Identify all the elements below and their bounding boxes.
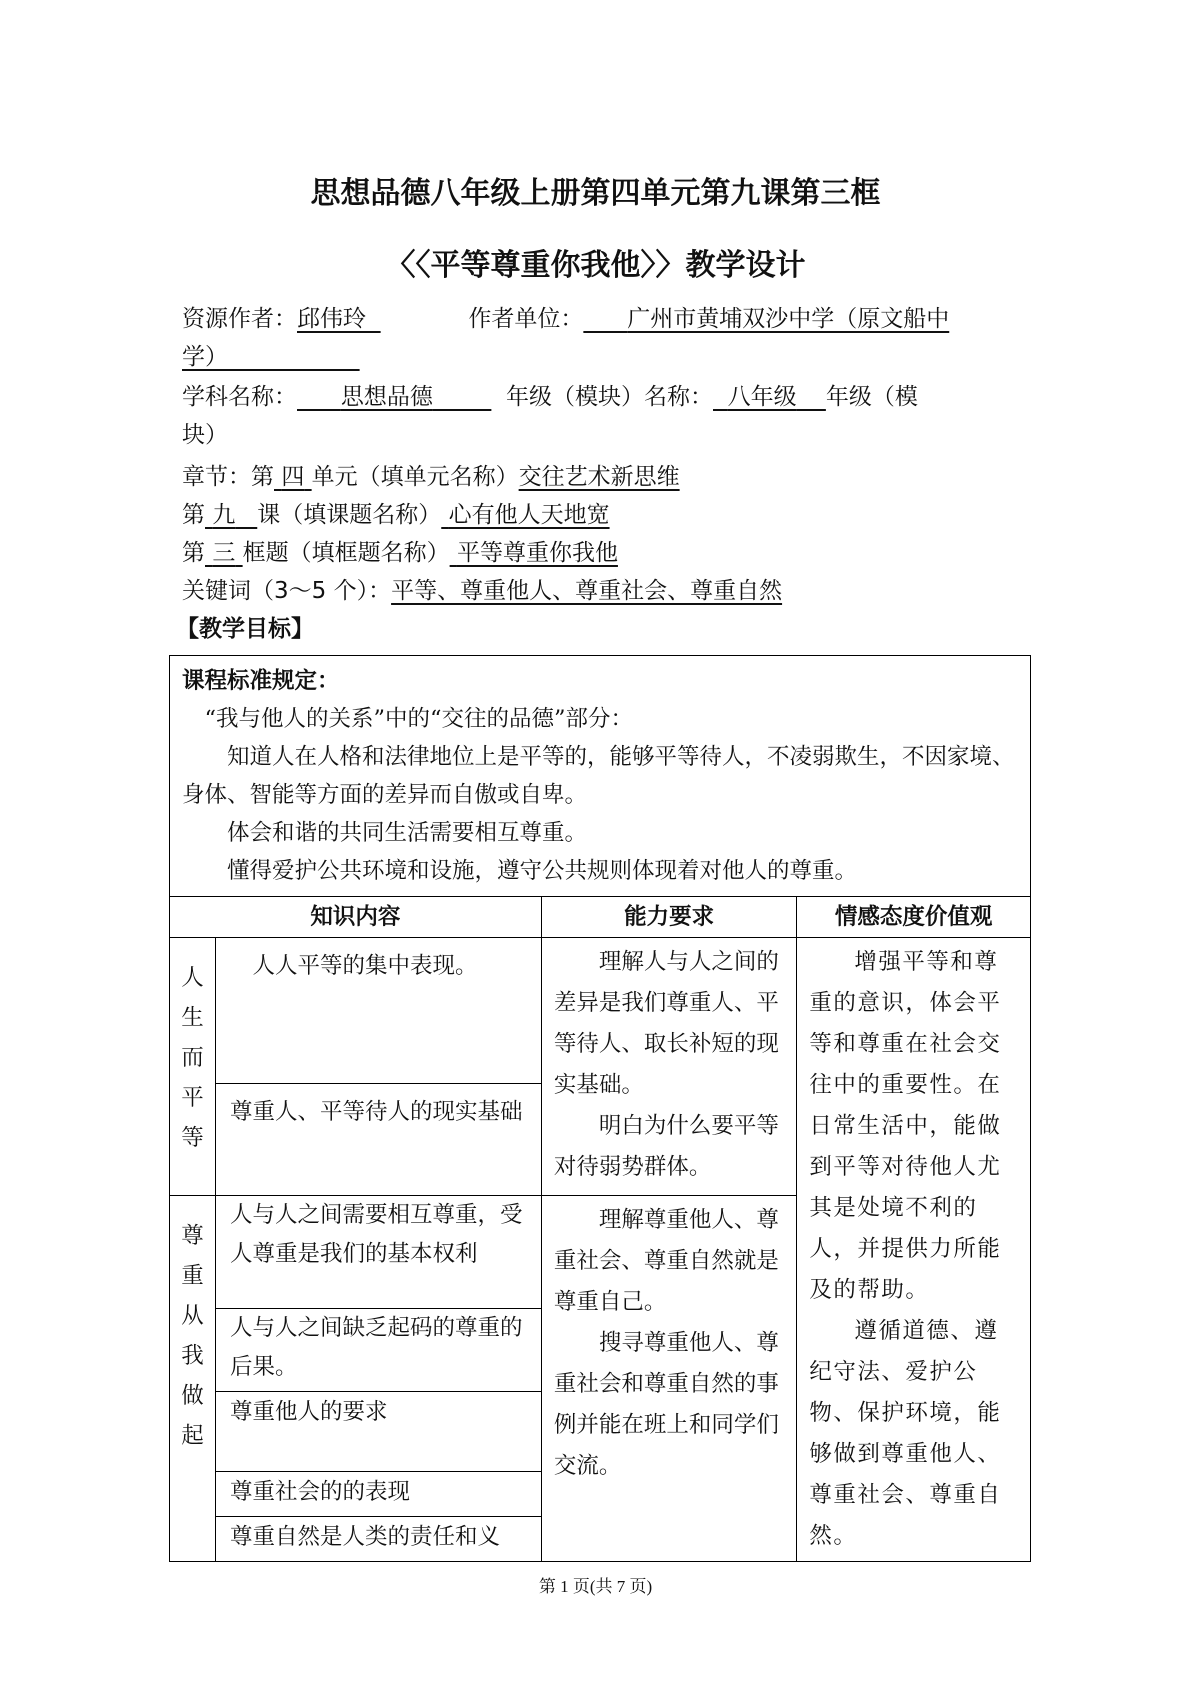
standard-line: “我与他人的关系”中的“交往的品德”部分： [204,706,634,732]
document-title-line1: 思想品德八年级上册第四单元第九课第三框 [310,176,881,211]
author-line [182,300,1022,338]
ability-text: 理解人与人之间的差异是我们尊重人、平等待人、取长补短的现实基础。 [553,949,779,1098]
lesson-name: 心有他人天地宽 [448,502,610,528]
ability-text: 理解尊重他人、尊重社会、尊重自然就是尊重自己。 [553,1207,779,1315]
keywords-line: 关键词（3～5 个）：平等、尊重他人、尊重社会、尊重自然 [182,578,783,604]
standard-heading: 课程标准规定： [182,668,340,694]
group-label-respect: 尊 重 从 我 做 起 [170,1196,216,1562]
document-title-line2: 〈〈平等尊重你我他〉〉教学设计 [385,248,806,283]
knowledge-item: 尊重社会的的表现 [215,1472,541,1517]
page-footer: 第 1 页(共 7 页) [538,1577,653,1596]
keywords: 平等、尊重他人、尊重社会、尊重自然 [391,578,783,604]
goals-table [169,655,1031,1562]
lesson-line: 第 九 课（填课题名称） 心有他人天地宽 [182,502,610,528]
knowledge-item: 人与人之间缺乏起码的尊重的后果。 [215,1309,541,1392]
chapter-num: 四 [281,464,305,490]
ability-equality-cell [541,938,797,1196]
frame-num: 三 [212,540,236,566]
knowledge-item: 尊重人、平等待人的现实基础 [215,1084,541,1196]
ability-text: 搜寻尊重他人、尊重社会和尊重自然的事例并能在班上和同学们交流。 [553,1330,779,1479]
standard-line: 体会和谐的共同生活需要相互尊重。 [227,820,588,846]
group-label-equality: 人 生 而 平 等 [170,938,216,1196]
subject-line: 学科名称： 思想品德 年级（模块）名称： 八年级 年级（模 [182,384,918,410]
ability-text: 明白为什么要平等对待弱势群体。 [553,1113,779,1180]
standard-line: 懂得爱护公共环境和设施，遵守公共规则体现着对他人的尊重。 [227,858,858,884]
chapter-name: 交往艺术新思维 [518,464,680,490]
knowledge-item: 人人平等的集中表现。 [215,938,541,1084]
grade-name: 八年级 [727,384,797,410]
section-goals-heading: 【教学目标】 [176,616,314,642]
lesson-num: 九 [212,502,236,528]
unit-name-b: 学） [182,344,228,370]
frame-name: 平等尊重你我他 [456,540,618,566]
unit-line-cont [182,338,1022,376]
frame-line: 第 三 框题（填框题名称） 平等尊重你我他 [182,540,618,566]
header-knowledge: 知识内容 [170,897,542,938]
unit-label: 作者单位： [468,306,584,332]
attitude-text: 遵循道德、遵纪守法、爱护公物、保护环境，能够做到尊重他人、尊重社会、尊重自然。 [809,1318,1002,1549]
standard-line: 知道人在人格和法律地位上是平等的，能够平等待人，不凌弱欺生，不因家境、身体、智能等方面的差异而自傲或自卑。 [182,744,1015,808]
ability-respect-cell [541,1196,797,1562]
chapter-line: 章节：第 四 单元（填单元名称）交往艺术新思维 [182,464,680,490]
subject-line-cont: 块） [182,422,228,448]
author-label: 资源作者： [182,306,297,332]
header-ability: 能力要求 [541,897,797,938]
knowledge-item: 人与人之间需要相互尊重，受人尊重是我们的基本权利 [215,1196,541,1309]
author-name: 邱伟玲 [297,306,366,332]
knowledge-item: 尊重自然是人类的责任和义 [215,1517,541,1562]
knowledge-item: 尊重他人的要求 [215,1392,541,1472]
attitude-cell [797,938,1031,1562]
header-attitude: 情感态度价值观 [797,897,1031,938]
curriculum-standard-cell [170,656,1031,897]
attitude-text: 增强平等和尊重的意识，体会平等和尊重在社会交往中的重要性。在日常生活中，能做到平等对待他人尤其是处境不利的人，并提供力所能及的帮助。 [809,949,1002,1303]
unit-name-a: 广州市黄埔双沙中学（原文船中 [627,306,950,332]
subject-name: 思想品德 [340,384,433,410]
